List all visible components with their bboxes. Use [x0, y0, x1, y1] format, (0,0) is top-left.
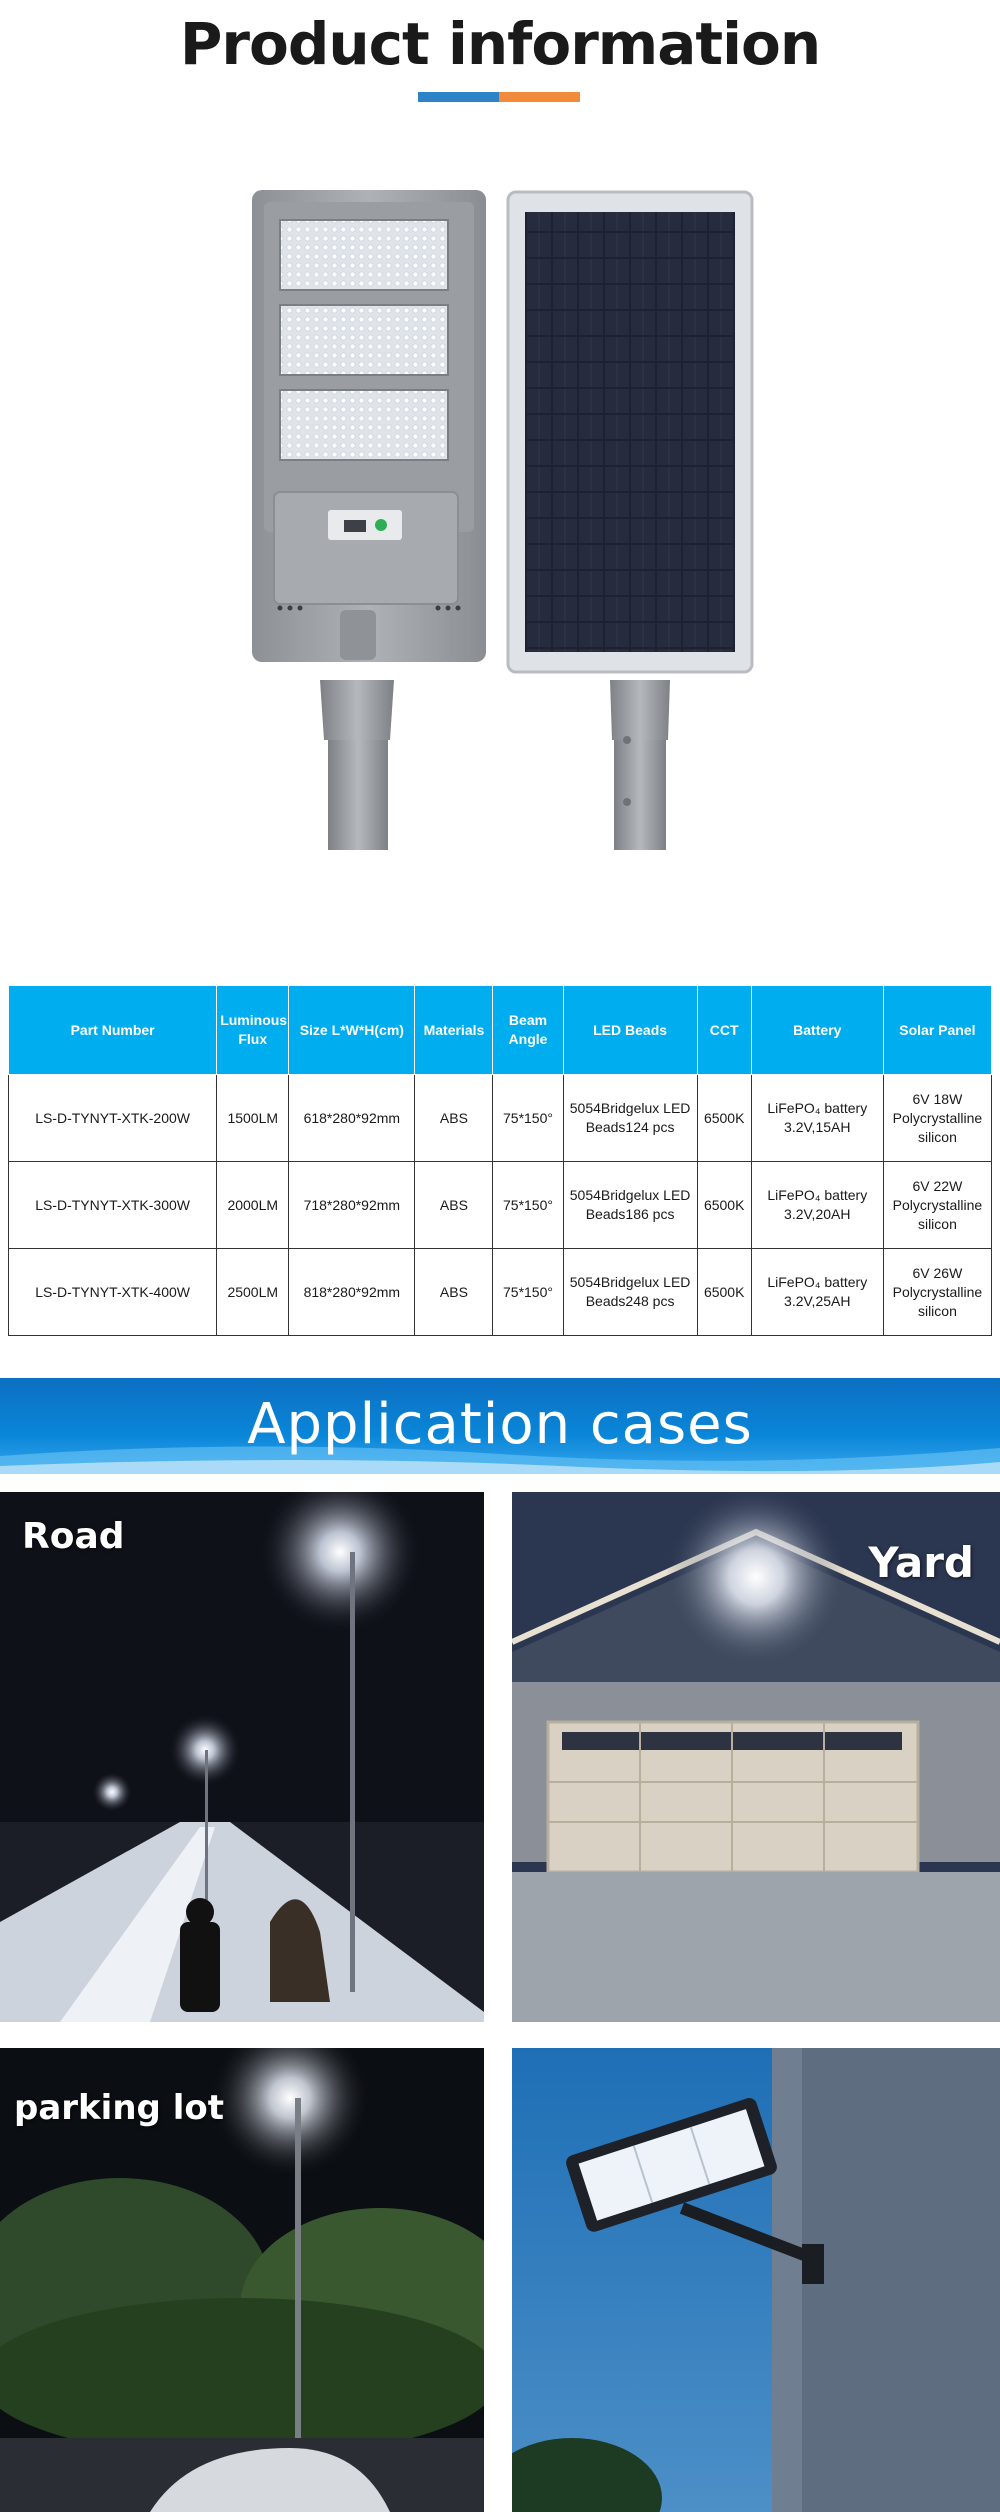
- cell-led-beads: 5054Bridgelux LED Beads124 pcs: [563, 1075, 697, 1162]
- cell-part-number: LS-D-TYNYT-XTK-300W: [9, 1162, 217, 1249]
- cell-beam-angle: 75*150°: [493, 1075, 563, 1162]
- cell-solar-panel: 6V 22W Polycrystalline silicon: [883, 1162, 991, 1249]
- cell-beam-angle: 75*150°: [493, 1162, 563, 1249]
- case-road-image: [0, 1492, 484, 2022]
- page-title: Product information: [179, 10, 821, 78]
- case-wall-light-image: [512, 2048, 1000, 2512]
- cell-battery: LiFePO₄ battery 3.2V,20AH: [751, 1162, 883, 1249]
- cell-battery: LiFePO₄ battery 3.2V,25AH: [751, 1249, 883, 1336]
- case-label-parking-lot: parking lot: [14, 2088, 224, 2128]
- case-label-yard: Yard: [868, 1538, 974, 1587]
- table-header-row: [9, 986, 992, 1075]
- title-underline: [418, 92, 580, 102]
- product-image: [240, 180, 760, 860]
- cell-size: 618*280*92mm: [289, 1075, 415, 1162]
- case-label-road: Road: [22, 1516, 125, 1557]
- cell-size: 718*280*92mm: [289, 1162, 415, 1249]
- cell-led-beads: 5054Bridgelux LED Beads186 pcs: [563, 1162, 697, 1249]
- case-yard-image: [512, 1492, 1000, 2022]
- table-row: [9, 1075, 992, 1162]
- spec-table: [8, 985, 992, 1336]
- col-beam-angle: Beam Angle: [493, 986, 563, 1075]
- cell-materials: ABS: [415, 1249, 493, 1336]
- cell-luminous-flux: 1500LM: [217, 1075, 289, 1162]
- cell-led-beads: 5054Bridgelux LED Beads248 pcs: [563, 1249, 697, 1336]
- cell-luminous-flux: 2500LM: [217, 1249, 289, 1336]
- cell-solar-panel: 6V 26W Polycrystalline silicon: [883, 1249, 991, 1336]
- col-luminous-flux: Luminous Flux: [217, 986, 289, 1075]
- col-materials: Materials: [415, 986, 493, 1075]
- cell-cct: 6500K: [697, 1162, 751, 1249]
- cell-cct: 6500K: [697, 1075, 751, 1162]
- application-banner: [0, 1378, 1000, 1474]
- cell-solar-panel: 6V 18W Polycrystalline silicon: [883, 1075, 991, 1162]
- cell-materials: ABS: [415, 1162, 493, 1249]
- col-led-beads: LED Beads: [563, 986, 697, 1075]
- cell-materials: ABS: [415, 1075, 493, 1162]
- col-part-number: Part Number: [9, 986, 217, 1075]
- cell-luminous-flux: 2000LM: [217, 1162, 289, 1249]
- cell-beam-angle: 75*150°: [493, 1249, 563, 1336]
- table-row: [9, 1249, 992, 1336]
- cell-part-number: LS-D-TYNYT-XTK-400W: [9, 1249, 217, 1336]
- road-scene: [0, 1492, 484, 2022]
- application-title: Application cases: [247, 1392, 753, 1457]
- table-row: [9, 1162, 992, 1249]
- cell-part-number: LS-D-TYNYT-XTK-200W: [9, 1075, 217, 1162]
- col-cct: CCT: [697, 986, 751, 1075]
- cell-size: 818*280*92mm: [289, 1249, 415, 1336]
- col-battery: Battery: [751, 986, 883, 1075]
- wall-light-scene: [512, 2048, 1000, 2512]
- col-size: Size L*W*H(cm): [289, 986, 415, 1075]
- case-parking-image: [0, 2048, 484, 2512]
- cell-battery: LiFePO₄ battery 3.2V,15AH: [751, 1075, 883, 1162]
- cell-cct: 6500K: [697, 1249, 751, 1336]
- col-solar-panel: Solar Panel: [883, 986, 991, 1075]
